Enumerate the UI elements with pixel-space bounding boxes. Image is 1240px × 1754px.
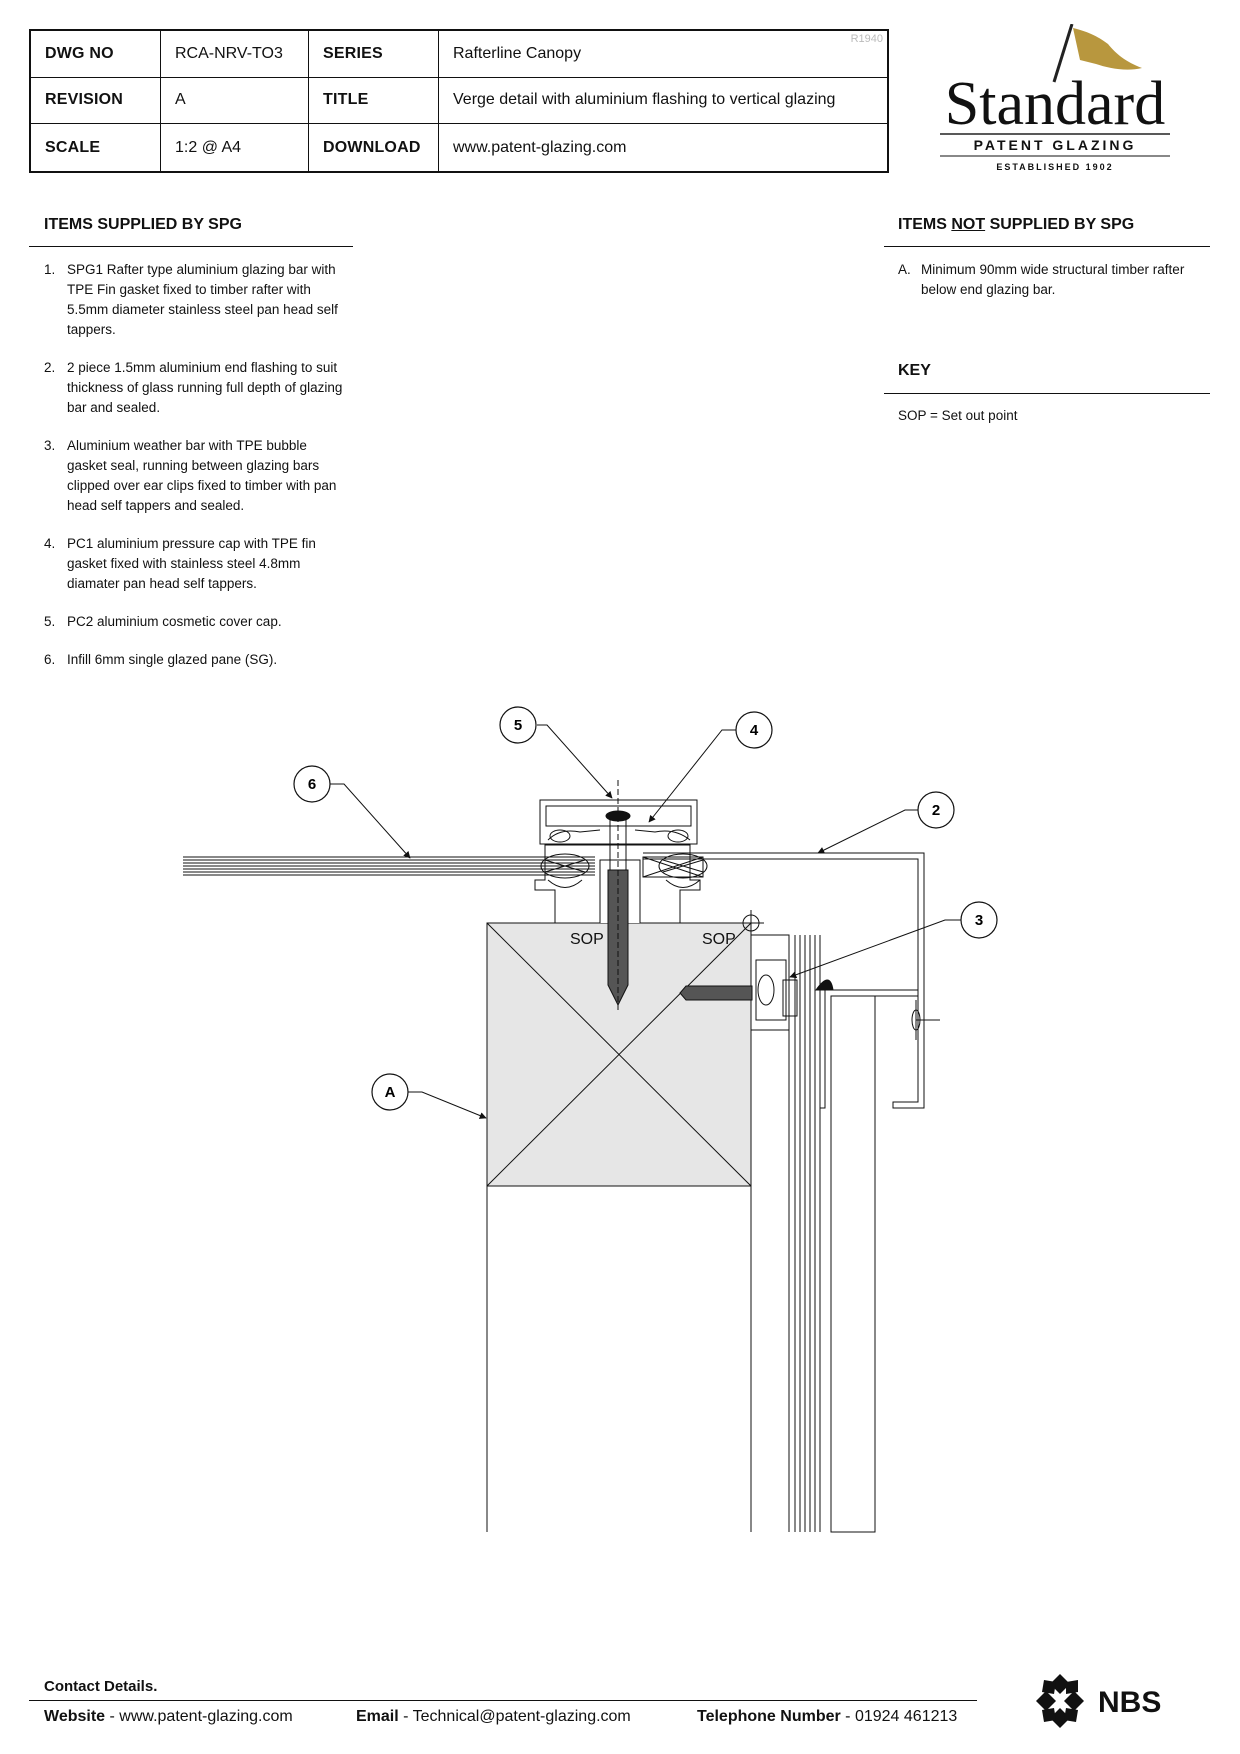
callout-2: [918, 792, 954, 828]
svg-text:5: 5: [513, 717, 523, 734]
rafter-screw: [606, 780, 630, 1010]
sop-label-right: SOP: [702, 931, 736, 948]
leader-6: [330, 784, 410, 858]
logo-word: Standard: [944, 70, 1166, 138]
supplied-heading: ITEMS SUPPLIED BY SPG: [44, 216, 242, 233]
flag-icon: [1073, 28, 1142, 70]
leader-a: [408, 1092, 486, 1118]
title-label: TITLE: [309, 78, 439, 125]
scale-value: 1:2 @ A4: [161, 124, 309, 171]
supplied-list: [44, 260, 344, 688]
svg-text:2: 2: [931, 802, 941, 819]
list-item: 3. Aluminium weather bar with TPE bubble gasket seal, running between glazing bars clipped over ear clips fixed to timber with pan head self tappers and sealed.: [44, 438, 337, 513]
key-rule: [884, 393, 1210, 394]
series-value: Rafterline Canopy: [439, 31, 887, 78]
vertical-glazing: [751, 935, 820, 1532]
series-label: SERIES: [309, 31, 439, 78]
dwg-no-label: DWG NO: [31, 31, 161, 78]
list-item: A. Minimum 90mm wide structural timber rafter below end glazing bar.: [898, 262, 1185, 297]
download-link[interactable]: www.patent-glazing.com: [453, 138, 627, 156]
callout-4: [736, 712, 772, 748]
key-heading: KEY: [898, 362, 931, 379]
title-value: Verge detail with aluminium flashing to vertical glazing: [439, 78, 887, 125]
key-text: SOP = Set out point: [898, 408, 1018, 423]
list-item: 4. PC1 aluminium pressure cap with TPE fin gasket fixed with stainless steel 4.8mm diamater pan head self tappers.: [44, 536, 316, 591]
leader-2: [818, 810, 918, 853]
leader-3: [790, 920, 961, 977]
timber-rafter: [487, 923, 751, 1532]
list-item: 6. Infill 6mm single glazed pane (SG).: [44, 652, 278, 667]
dwg-no-value: RCA-NRV-TO3: [161, 31, 309, 78]
footer-phone: Telephone Number - 01924 461213: [697, 1708, 958, 1725]
logo-line1: PATENT GLAZING: [973, 137, 1137, 153]
revision-code: R1940: [850, 33, 883, 45]
phone-number: 01924 461213: [854, 1708, 958, 1725]
title-block: [29, 29, 889, 173]
list-item: 2. 2 piece 1.5mm aluminium end flashing to suit thickness of glass running full depth of glazing bar and sealed.: [44, 360, 343, 415]
footer-rule: [29, 1700, 977, 1701]
svg-text:3: 3: [974, 912, 984, 929]
logo-line2: ESTABLISHED 1902: [996, 162, 1114, 172]
contact-title: Contact Details.: [44, 1678, 158, 1695]
supplied-rule: [29, 246, 353, 247]
standard-patent-glazing-logo: [930, 24, 1180, 184]
callout-a: [372, 1074, 408, 1110]
list-item: 5. PC2 aluminium cosmetic cover cap.: [44, 614, 282, 629]
not-supplied-heading: ITEMS NOT SUPPLIED BY SPG: [898, 216, 1135, 233]
scale-label: SCALE: [31, 124, 161, 171]
revision-label: REVISION: [31, 78, 161, 125]
nbs-flower-icon: [1036, 1674, 1084, 1728]
not-supplied-rule: [884, 246, 1210, 247]
svg-text:4: 4: [749, 722, 759, 739]
not-supplied-list: [898, 260, 1198, 318]
glass-pane: [183, 857, 595, 875]
download-label: DOWNLOAD: [309, 124, 439, 171]
leader-5: [537, 725, 612, 798]
website-link[interactable]: www.patent-glazing.com: [119, 1708, 293, 1725]
callout-3: [961, 902, 997, 938]
footer-website: Website - www.patent-glazing.com: [44, 1708, 293, 1725]
verge-detail-drawing: [0, 690, 1240, 1570]
nbs-text: NBS: [1098, 1686, 1162, 1719]
list-item: 1. SPG1 Rafter type aluminium glazing bar with TPE Fin gasket fixed to timber rafter with 5.5mm diameter stainless steel pan head self tappers.: [44, 262, 338, 337]
leader-4: [649, 730, 736, 822]
spacer-block: [643, 857, 703, 877]
sop-label-left: SOP: [570, 931, 604, 948]
footer-email: Email - Technical@patent-glazing.com: [356, 1708, 631, 1725]
nbs-logo: [1030, 1668, 1170, 1734]
svg-text:6: 6: [307, 776, 317, 793]
svg-text:A: A: [384, 1084, 396, 1101]
callout-6: [294, 766, 330, 802]
email-link[interactable]: Technical@patent-glazing.com: [412, 1708, 631, 1725]
callout-5: [500, 707, 536, 743]
revision-value: A: [161, 78, 309, 125]
